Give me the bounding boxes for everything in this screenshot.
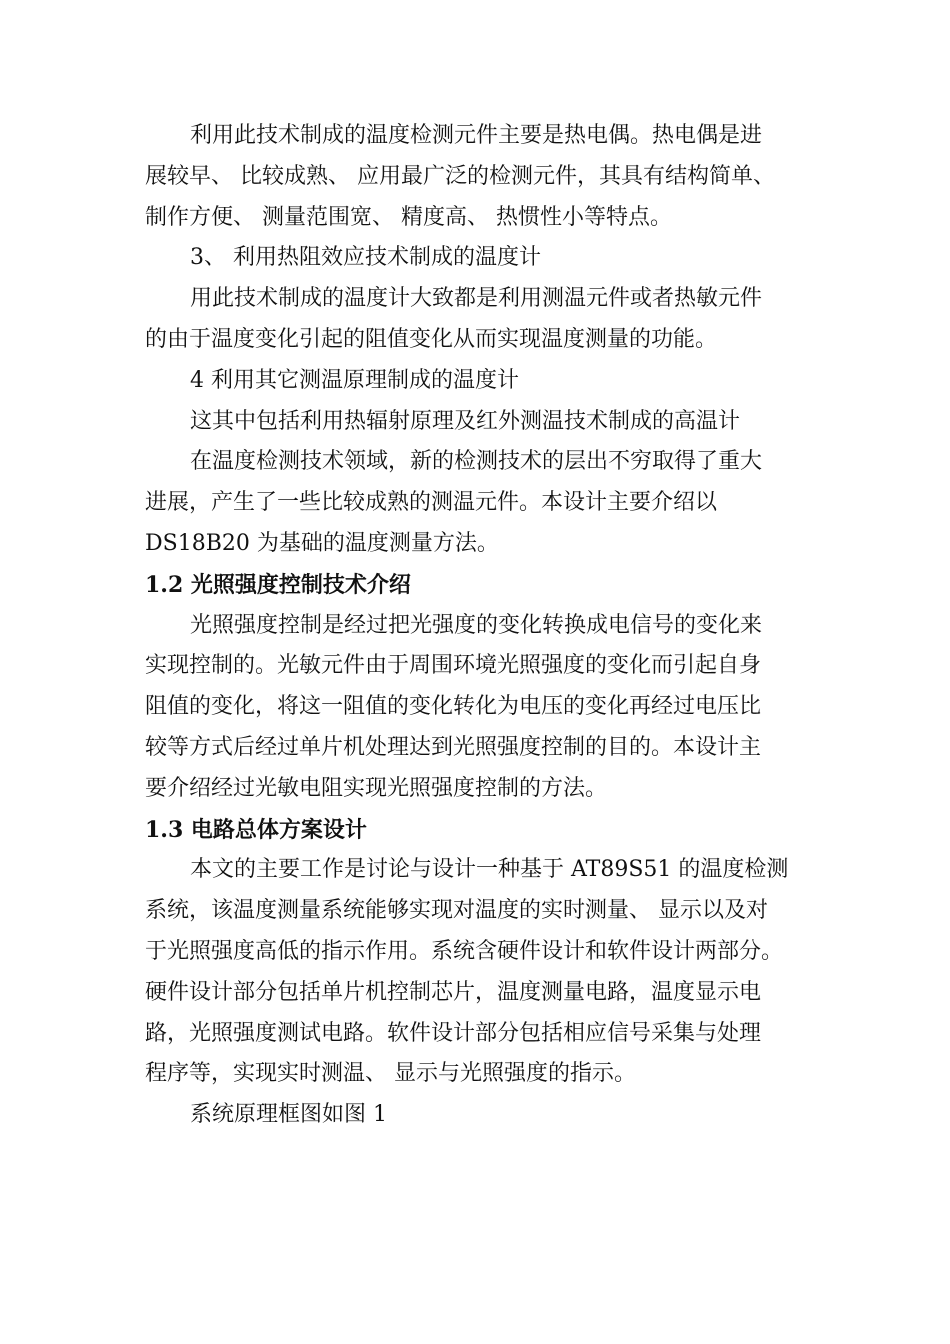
document-body bbox=[145, 116, 825, 1136]
text-line: 较等方式后经过单片机处理达到光照强度控制的目的。本设计主 bbox=[145, 734, 762, 760]
text-line: 系统原理框图如图 1 bbox=[190, 1102, 387, 1128]
text-line: 程序等，实现实时测温、 显示与光照强度的指示。 bbox=[145, 1061, 636, 1087]
text-line: 于光照强度高低的指示作用。系统含硬件设计和软件设计两部分。 bbox=[145, 938, 784, 964]
text-line: 这其中包括利用热辐射原理及红外测温技术制成的高温计 bbox=[190, 408, 741, 434]
text-line: 路，光照强度测试电路。软件设计部分包括相应信号采集与处理 bbox=[145, 1020, 762, 1046]
text-line: 展较早、 比较成熟、 应用最广泛的检测元件，其具有结构简单、 bbox=[145, 163, 775, 189]
text-line: 要介绍经过光敏电阻实现光照强度控制的方法。 bbox=[145, 775, 608, 801]
text-line: 的由于温度变化引起的阻值变化从而实现温度测量的功能。 bbox=[145, 326, 718, 352]
section-heading: 1.3 电路总体方案设计 bbox=[145, 816, 367, 843]
text-line: 进展，产生了一些比较成熟的测温元件。本设计主要介绍以 bbox=[145, 490, 718, 516]
text-line: 4 利用其它测温原理制成的温度计 bbox=[190, 367, 519, 393]
text-line: 在温度检测技术领域，新的检测技术的层出不穷取得了重大 bbox=[190, 449, 763, 475]
text-line: 制作方便、 测量范围宽、 精度高、 热惯性小等特点。 bbox=[145, 204, 672, 230]
section-heading: 1.2 光照强度控制技术介绍 bbox=[145, 571, 411, 598]
text-line: 阻值的变化，将这一阻值的变化转化为电压的变化再经过电压比 bbox=[145, 694, 762, 720]
text-line: DS18B20 为基础的温度测量方法。 bbox=[145, 530, 499, 556]
text-line: 光照强度控制是经过把光强度的变化转换成电信号的变化来 bbox=[190, 612, 763, 638]
text-line: 硬件设计部分包括单片机控制芯片，温度测量电路，温度显示电 bbox=[145, 979, 762, 1005]
text-line: 用此技术制成的温度计大致都是利用测温元件或者热敏元件 bbox=[190, 286, 763, 312]
text-line: 实现控制的。光敏元件由于周围环境光照强度的变化而引起自身 bbox=[145, 653, 762, 679]
text-line: 利用此技术制成的温度检测元件主要是热电偶。热电偶是进 bbox=[190, 123, 763, 148]
text-line: 本文的主要工作是讨论与设计一种基于 AT89S51 的温度检测 bbox=[190, 857, 789, 883]
text-line: 系统，该温度测量系统能够实现对温度的实时测量、 显示以及对 bbox=[145, 898, 768, 924]
text-line: 3、 利用热阻效应技术制成的温度计 bbox=[190, 245, 541, 271]
